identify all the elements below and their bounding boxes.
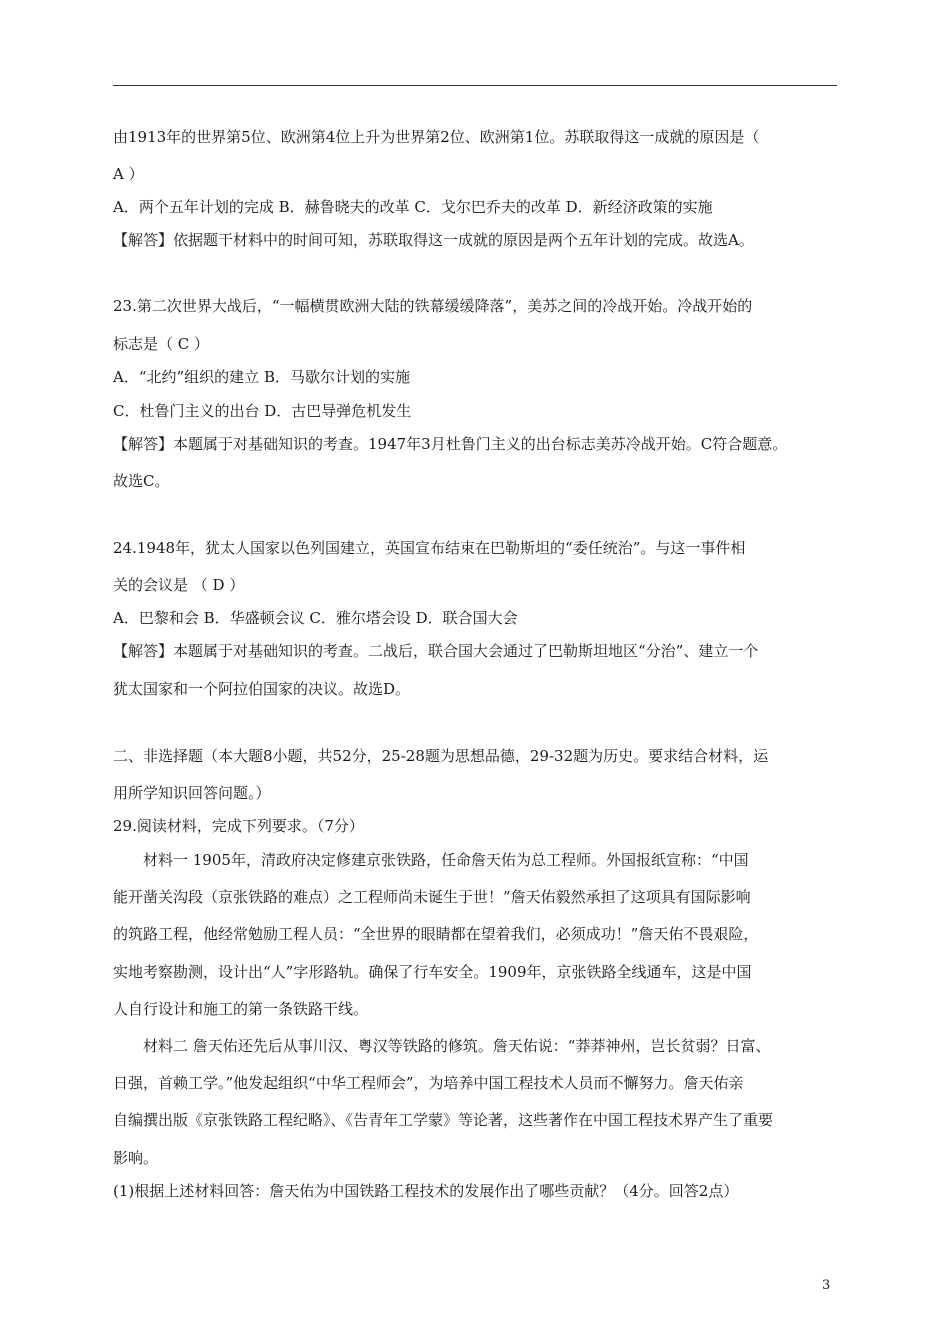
text-line: A．两个五年计划的完成 B．赫鲁晓夫的改革 C．戈尔巴乔夫的改革 D．新经济政策的实施 [113, 198, 713, 216]
text-line: 材料一 1905年，清政府决定修建京张铁路，任命詹天佑为总工程师。外国报纸宣称：“中国 [143, 851, 749, 869]
text-line: 【解答】本题属于对基础知识的考查。二战后，联合国大会通过了巴勒斯坦地区“分治”、建立一个 [113, 642, 759, 660]
text-line: 23.第二次世界大战后，“一幅横贯欧洲大陆的铁幕缓缓降落”，美苏之间的冷战开始。冷战开始的 [113, 297, 753, 315]
page-number: 3 [822, 1278, 831, 1293]
text-line: (1)根据上述材料回答：詹天佑为中国铁路工程技术的发展作出了哪些贡献？（4分。回答2点） [113, 1182, 739, 1200]
text-line: A ） [113, 165, 144, 183]
text-line: 影响。 [113, 1149, 159, 1167]
text-line: 标志是（ C ） [113, 335, 210, 353]
text-line: 二、非选择题（本大题8小题，共52分，25-28题为思想品德，29-32题为历史。要求结合材料，运 [113, 747, 769, 765]
text-line: C．杜鲁门主义的出台 D．古巴导弹危机发生 [113, 402, 412, 420]
text-line: 的筑路工程，他经常勉励工程人员：“全世界的眼睛都在望着我们，必须成功！”詹天佑不畏艰险， [113, 925, 759, 943]
text-line: 自编撰出版《京张铁路工程纪略》、《告青年工学蒙》等论著，这些著作在中国工程技术界产生了重要 [113, 1111, 774, 1129]
text-line: 24.1948年，犹太人国家以色列国建立，英国宣布结束在巴勒斯坦的“委任统治”。与这一事件相 [113, 539, 746, 557]
text-line: A．“北约”组织的建立 B．马歇尔计划的实施 [113, 368, 410, 386]
text-line: 能开凿关沟段（京张铁路的难点）之工程师尚未诞生于世！”詹天佑毅然承担了这项具有国际影响 [113, 888, 751, 906]
header-rule [113, 85, 837, 86]
text-line: 29.阅读材料，完成下列要求。（7分） [113, 817, 364, 835]
text-line: 【解答】本题属于对基础知识的考查。1947年3月杜鲁门主义的出台标志美苏冷战开始。C符合题意。 [113, 435, 788, 453]
text-line: 由1913年的世界第5位、欧洲第4位上升为世界第2位、欧洲第1位。苏联取得这一成就的原因是（ [113, 128, 760, 146]
text-line: A．巴黎和会 B．华盛顿会议 C．雅尔塔会设 D．联合国大会 [113, 609, 518, 627]
text-line: 犹太国家和一个阿拉伯国家的决议。故选D。 [113, 680, 411, 698]
text-line: 用所学知识回答问题。） [113, 784, 271, 802]
text-line: 关的会议是 （ D ） [113, 576, 245, 594]
text-line: 人自行设计和施工的第一条铁路干线。 [113, 1000, 369, 1018]
text-line: 【解答】依据题干材料中的时间可知，苏联取得这一成就的原因是两个五年计划的完成。故选A。 [113, 231, 754, 249]
text-line: 材料二 詹天佑还先后从事川汉、粤汉等铁路的修筑。詹天佑说：“莽莽神州，岂长贫弱？日富、 [143, 1037, 771, 1055]
text-line: 日强，首赖工学。”他发起组织“中华工程师会”，为培养中国工程技术人员而不懈努力。詹天佑亲 [113, 1074, 744, 1092]
text-line: 故选C。 [113, 472, 170, 490]
text-line: 实地考察勘测，设计出“人”字形路轨。确保了行车安全。1909年，京张铁路全线通车，这是中国 [113, 963, 752, 981]
